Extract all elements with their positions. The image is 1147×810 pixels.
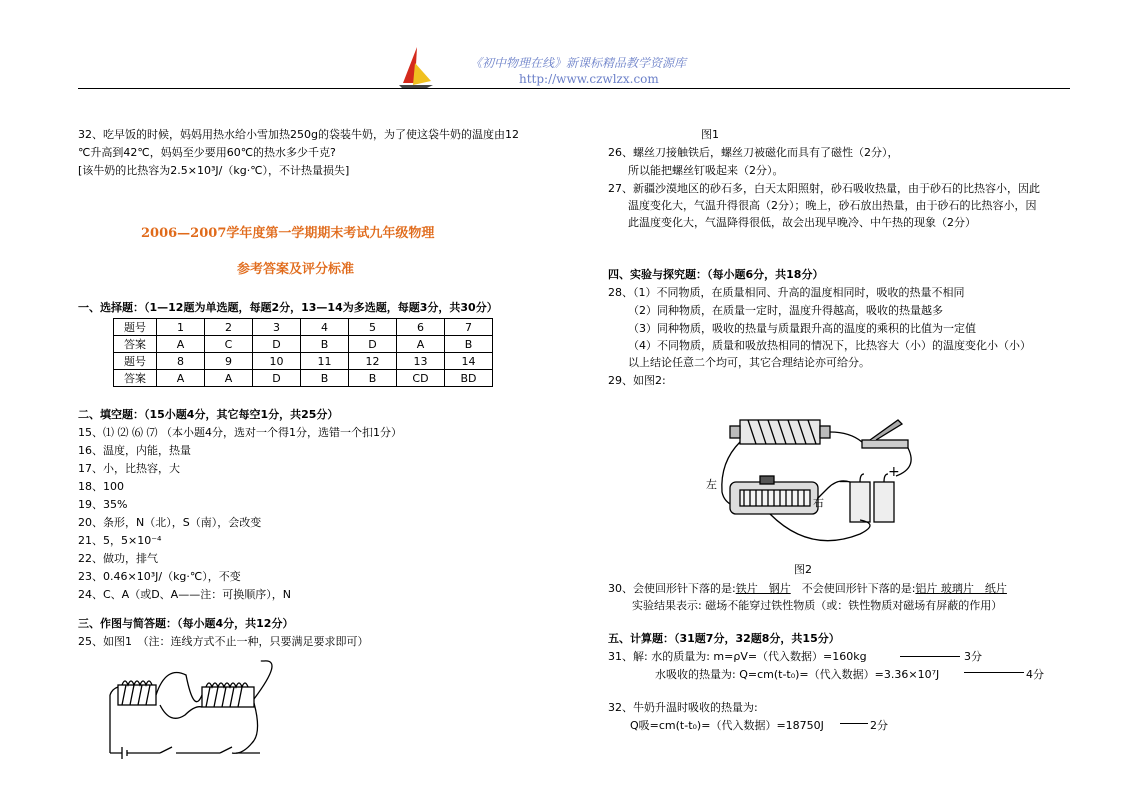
table-cell: 13 (397, 353, 445, 370)
table-cell: 4 (301, 319, 349, 336)
table-row (114, 319, 493, 336)
table-cell: 6 (397, 319, 445, 336)
score-rule-31b (964, 672, 1024, 673)
table-row-header: 题号 (114, 319, 157, 336)
answer-22: 22、做功，排气 (78, 552, 158, 565)
answer-20: 20、条形，N（北），S（南），会改变 (78, 516, 262, 529)
answer-28-3: （3）同种物质，吸收的热量与质量跟升高的温度的乘积的比值为一定值 (628, 322, 976, 335)
header-divider (78, 88, 1070, 89)
table-cell: A (157, 370, 205, 387)
table-cell: 5 (349, 319, 397, 336)
table-cell: CD (397, 370, 445, 387)
table-cell: D (253, 370, 301, 387)
table-cell: B (301, 370, 349, 387)
table-cell: BD (445, 370, 493, 387)
table-cell: 3 (253, 319, 301, 336)
answer-32-score: 2分 (870, 719, 888, 732)
answer-32-line2: Q吸=cm(t-t₀)=（代入数据）=18750J (630, 719, 824, 732)
figure2-label-right: 右 (813, 496, 824, 509)
answer-28-note: 以上结论任意二个均可，其它合理结论亦可给分。 (628, 356, 870, 369)
answer-table (113, 318, 493, 387)
answer-31-score1: 3分 (964, 650, 982, 663)
page-title: 2006—2007学年度第一学期期末考试九年级物理 (141, 226, 435, 241)
answer-26-line1: 26、螺丝刀接触铁后，螺丝刀被磁化而具有了磁性（2分）， (608, 146, 899, 159)
logo-icon (395, 45, 435, 89)
answer-18: 18、100 (78, 480, 124, 493)
answer-31-line1: 31、解: 水的质量为: m=ρV=（代入数据）=160kg (608, 650, 867, 663)
table-cell: 11 (301, 353, 349, 370)
section-drawing: 三、作图与简答题：（每小题4分，共12分） (78, 617, 294, 630)
table-cell: C (205, 336, 253, 353)
answer-17: 17、小，比热容，大 (78, 462, 180, 475)
answer-19: 19、35% (78, 498, 128, 511)
table-cell: 14 (445, 353, 493, 370)
answer-27-line1: 27、新疆沙漠地区的砂石多，白天太阳照射，砂石吸收热量，由于砂石的比热容小，因此 (608, 182, 1040, 195)
answer-28-4: （4）不同物质，质量和吸放热相同的情况下，比热容大（小）的温度变化小（小） (628, 339, 1031, 352)
section-fill: 二、填空题：（15小题4分，其它每空1分，共25分） (78, 408, 339, 421)
table-cell: B (445, 336, 493, 353)
header-title: 《初中物理在线》新课标精品教学资源库 (470, 56, 687, 70)
score-rule-31a (900, 656, 960, 657)
table-cell: 12 (349, 353, 397, 370)
answer-32-line1: 32、牛奶升温时吸收的热量为: (608, 701, 758, 714)
q32-line1: 32、吃早饭的时候，妈妈用热水给小雪加热250g的袋装牛奶，为了使这袋牛奶的温度由12 (78, 128, 519, 141)
answer-30-line1: 30、会使回形针下落的是:铁片 钢片 不会使回形针下落的是:铝片 玻璃片 纸片 (608, 582, 1007, 595)
table-cell: 8 (157, 353, 205, 370)
table-row-header: 答案 (114, 336, 157, 353)
table-cell: A (157, 336, 205, 353)
svg-text:+: + (888, 464, 900, 480)
answer-24: 24、C、A（或D、A——注：可换顺序），N (78, 588, 291, 601)
answer-31-score2: 4分 (1026, 668, 1044, 681)
section-experiment: 四、实验与探究题：（每小题6分，共18分） (608, 268, 824, 281)
table-row-header: 答案 (114, 370, 157, 387)
table-cell: A (397, 336, 445, 353)
table-cell: D (253, 336, 301, 353)
table-cell: 7 (445, 319, 493, 336)
table-cell: 1 (157, 319, 205, 336)
q32-line3: [该牛奶的比热容为2.5×10³J/（kg·℃），不计热量损失] (78, 164, 350, 177)
answer-27-line2: 温度变化大，气温升得很高（2分）；晚上，砂石放出热量，由于砂石的比热容小，因 (628, 199, 1037, 212)
answer-23: 23、0.46×10³J/（kg·℃），不变 (78, 570, 241, 583)
answer-30-line2: 实验结果表示: 磁场不能穿过铁性物质（或：铁性物质对磁场有屏蔽的作用） (632, 599, 1003, 612)
figure2-label-left: 左 (706, 478, 717, 491)
q32-line2: ℃升高到42℃，妈妈至少要用60℃的热水多少千克? (78, 146, 336, 159)
answer-25: 25、如图1 （注：连线方式不止一种，只要满足要求即可） (78, 635, 369, 648)
table-row (114, 370, 493, 387)
header-url[interactable]: http://www.czwlzx.com (519, 72, 659, 86)
answer-16: 16、温度，内能，热量 (78, 444, 191, 457)
answer-26-line2: 所以能把螺丝钉吸起来（2分）。 (628, 164, 784, 177)
figure1-circuit (100, 655, 300, 765)
table-row (114, 353, 493, 370)
table-row (114, 336, 493, 353)
answer-28-2: （2）同种物质，在质量一定时，温度升得越高，吸收的热量越多 (628, 304, 943, 317)
table-cell: 10 (253, 353, 301, 370)
answer-29: 29、如图2: (608, 374, 666, 387)
table-cell: 9 (205, 353, 253, 370)
figure2-circuit (700, 402, 940, 562)
answer-31-line2: 水吸收的热量为: Q=cm(t-t₀)=（代入数据）=3.36×10⁷J (655, 668, 940, 681)
table-row-header: 题号 (114, 353, 157, 370)
score-rule-32 (840, 723, 868, 724)
page-subtitle: 参考答案及评分标准 (237, 262, 355, 277)
figure1-caption: 图1 (701, 128, 719, 141)
table-cell: D (349, 336, 397, 353)
answer-15: 15、⑴ ⑵ ⑹ ⑺ （本小题4分，选对一个得1分，选错一个扣1分） (78, 426, 402, 439)
table-cell: B (349, 370, 397, 387)
answer-28-1: 28、（1）不同物质，在质量相同、升高的温度相同时，吸收的热量不相同 (608, 286, 965, 299)
figure2-caption: 图2 (794, 563, 812, 576)
table-cell: A (205, 370, 253, 387)
section-choice: 一、选择题：（1—12题为单选题，每题2分，13—14为多选题，每题3分，共30分） (78, 301, 498, 314)
answer-27-line3: 此温度变化大，气温降得很低，故会出现早晚冷、中午热的现象（2分） (628, 216, 976, 229)
svg-text:−: − (838, 474, 850, 490)
table-cell: 2 (205, 319, 253, 336)
section-calc: 五、计算题：（31题7分，32题8分，共15分） (608, 632, 840, 645)
table-cell: B (301, 336, 349, 353)
answer-21: 21、5，5×10⁻⁴ (78, 534, 162, 547)
